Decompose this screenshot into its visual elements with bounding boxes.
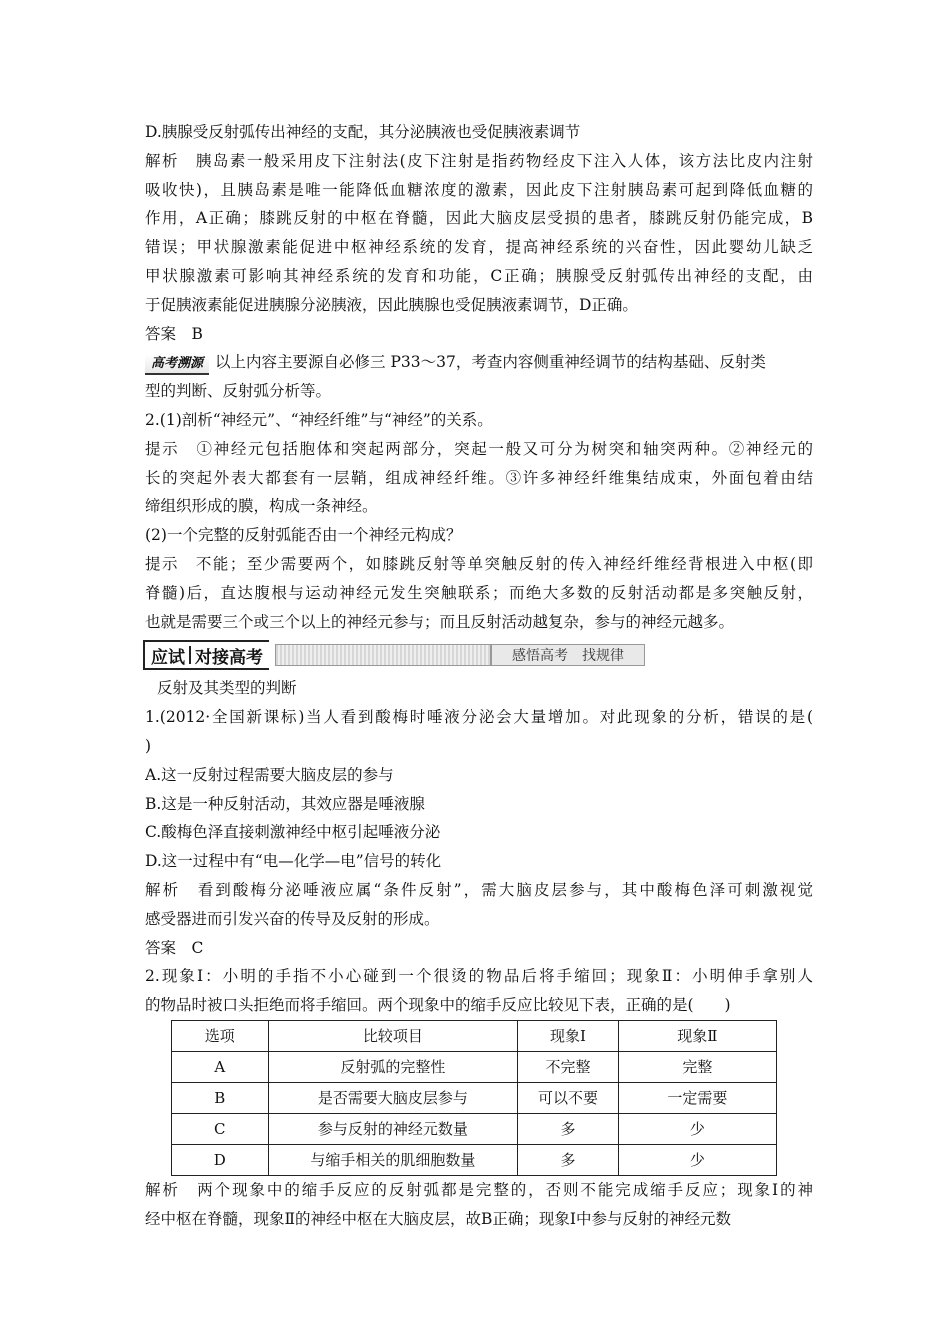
analysis-1-line: 吸收快)，且胰岛素是唯一能降低血糖浓度的激素，因此皮下注射胰岛素可起到降低血糖的 (145, 180, 813, 199)
hint-1-line: 缔组织形成的膜，构成一条神经。 (145, 497, 378, 516)
table-cell: A (172, 1051, 269, 1082)
opt-d-top-line: D.胰腺受反射弧传出神经的支配，其分泌胰液也受促胰液素调节 (145, 123, 581, 141)
analysis-1-line: 甲状腺激素可影响其神经系统的发育和功能，C正确；胰腺受反射弧传出神经的支配，由 (145, 266, 813, 285)
analysis-1-line: 于促胰液素能促进胰腺分泌胰液，因此胰腺也受促胰液素调节，D正确。 (145, 295, 638, 314)
hint-2-line: 也就是需要三个或三个以上的神经元参与；而且反射活动越复杂，参与的神经元越多。 (145, 612, 735, 631)
table-cell: 一定需要 (618, 1082, 776, 1113)
table-row (172, 1144, 777, 1175)
hint-1-line: 提示 ①神经元包括胞体和突起两部分，突起一般又可分为树突和轴突两种。②神经元的 (145, 439, 813, 458)
question-paragraphs (145, 703, 813, 1020)
section-title (143, 640, 269, 670)
table-cell: 多 (518, 1113, 619, 1144)
subheading: 反射及其类型的判断 (157, 679, 297, 698)
hint-2-line: 提示 不能；至少需要两个，如膝跳反射等单突触反射的传入神经纤维经背根进入中枢(即 (145, 554, 813, 573)
q2-1-line: 2.(1)剖析“神经元”、“神经纤维”与“神经”的关系。 (145, 410, 493, 429)
table-cell: 是否需要大脑皮层参与 (268, 1082, 518, 1113)
mid-paragraphs (145, 406, 813, 636)
q2-line: 的物品时被口头拒绝而将手缩回。两个现象中的缩手反应比较见下表，正确的是( ) (145, 996, 731, 1015)
section-title-divider (189, 646, 191, 664)
section-title-a: 应试 (151, 647, 185, 668)
answer-1-line: 答案 B (145, 324, 203, 343)
table-cell: 参与反射的神经元数量 (268, 1113, 518, 1144)
q1-line: 1.(2012·全国新课标)当人看到酸梅时唾液分泌会大量增加。对此现象的分析，错误的是( (145, 708, 813, 727)
table-cell: 反射弧的完整性 (268, 1051, 518, 1082)
table-cell: B (172, 1082, 269, 1113)
section-title-b: 对接高考 (195, 647, 263, 668)
q1-c-line: C.酸梅色泽直接刺激神经中枢引起唾液分泌 (145, 823, 441, 842)
hint-1-line: 长的突起外表大都套有一层鞘，组成神经纤维。③许多神经纤维集结成束，外面包着由结 (145, 468, 813, 487)
analysis-q1-line: 解析 看到酸梅分泌唾液应属“条件反射”，需大脑皮层参与，其中酸梅色泽可刺激视觉 (145, 880, 813, 899)
table-row (172, 1113, 777, 1144)
analysis-1-line: 解析 胰岛素一般采用皮下注射法(皮下注射是指药物经皮下注入人体，该方法比皮内注射 (145, 151, 813, 170)
table-cell: 少 (618, 1144, 776, 1175)
bottom-paragraphs (145, 1176, 813, 1234)
table-header-cell: 现象Ⅱ (618, 1020, 776, 1051)
gaokao-source-badge: 高考溯源 (145, 355, 209, 375)
answer-q1-line: 答案 C (145, 938, 204, 957)
table-cell: 少 (618, 1113, 776, 1144)
table-cell: D (172, 1144, 269, 1175)
hint-2-line: 脊髓)后，直达腹根与运动神经元发生突触联系；而绝大多数的反射活动都是多突触反射， (145, 583, 813, 602)
q2-line: 2.现象Ⅰ：小明的手指不小心碰到一个很烫的物品后将手缩回；现象Ⅱ：小明伸手拿别人 (145, 967, 813, 986)
gaokao-source-line-1 (145, 348, 813, 377)
top-paragraphs (145, 118, 813, 348)
q2-2-line: (2)一个完整的反射弧能否由一个神经元构成？ (145, 526, 462, 545)
table-header-cell: 比较项目 (268, 1020, 518, 1051)
table-cell: 完整 (618, 1051, 776, 1082)
analysis-q2-line: 解析 两个现象中的缩手反应的反射弧都是完整的，否则不能完成缩手反应；现象Ⅰ的神 (145, 1180, 813, 1199)
document-body (145, 118, 813, 1234)
q1-d-line: D.这一过程中有“电—化学—电”信号的转化 (145, 852, 442, 871)
table-cell: 不完整 (518, 1051, 619, 1082)
analysis-q1-line: 感受器进而引发兴奋的传导及反射的形成。 (145, 909, 440, 928)
q1-b-line: B.这是一种反射活动，其效应器是唾液腺 (145, 794, 425, 813)
gaokao-source-text-1: 以上内容主要源自必修三 P33～37，考查内容侧重神经调节的结构基础、反射类 (215, 353, 766, 372)
section-header (143, 640, 813, 670)
table-cell: 多 (518, 1144, 619, 1175)
table-header-row (172, 1020, 777, 1051)
analysis-1-line: 错误；甲状腺激素能促进中枢神经系统的发育，提高神经系统的兴奋性，因此婴幼儿缺乏 (145, 238, 813, 257)
table-header-cell: 选项 (172, 1020, 269, 1051)
section-decor-bar (275, 644, 491, 666)
table-cell: 可以不要 (518, 1082, 619, 1113)
analysis-q2-line: 经中枢在脊髓，现象Ⅱ的神经中枢在大脑皮层，故B正确；现象Ⅰ中参与反射的神经元数 (145, 1209, 732, 1228)
gaokao-source-line-2: 型的判断、反射弧分析等。 (145, 382, 332, 401)
table-header-cell: 现象Ⅰ (518, 1020, 619, 1051)
analysis-1-line: 作用，A正确；膝跳反射的中枢在脊髓，因此大脑皮层受损的患者，膝跳反射仍能完成，B (145, 209, 813, 228)
table-row (172, 1082, 777, 1113)
section-tag: 感悟高考 找规律 (491, 644, 645, 666)
q1-line: ) (145, 736, 152, 755)
table-cell: 与缩手相关的肌细胞数量 (268, 1144, 518, 1175)
q1-a-line: A.这一反射过程需要大脑皮层的参与 (145, 765, 394, 784)
table-cell: C (172, 1113, 269, 1144)
comparison-table (171, 1020, 777, 1176)
table-row (172, 1051, 777, 1082)
